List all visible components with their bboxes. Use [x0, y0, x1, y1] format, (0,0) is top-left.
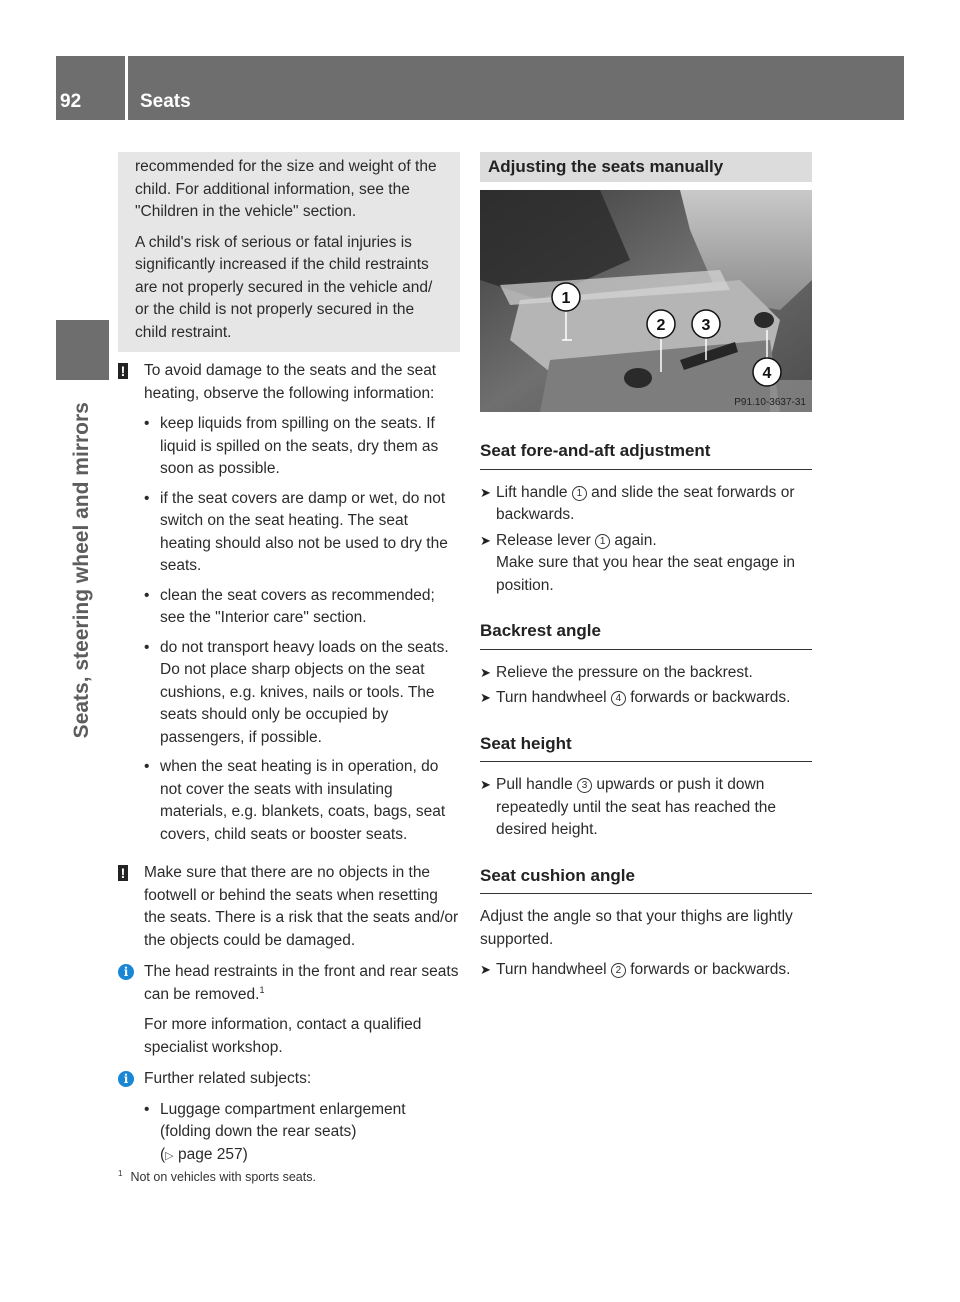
page-ref-arrow-icon: ▷ — [165, 1149, 174, 1162]
warning-icon: ! — [118, 865, 128, 881]
page-ref-link[interactable]: page 257 — [177, 1145, 243, 1163]
left-column — [118, 152, 460, 1183]
step: ➤ Relieve the pressure on the backrest. — [480, 662, 812, 685]
callout-3 — [692, 310, 720, 338]
cushion-intro: Adjust the angle so that your thighs are lightly supported. — [480, 908, 793, 948]
list-item: • if the seat covers are damp or wet, do not switch on the seat heating. The seat heating should also not be used to dry the seats. — [144, 489, 448, 574]
side-tab-marker — [56, 320, 109, 380]
svg-text:4: 4 — [762, 365, 772, 382]
info-note — [118, 961, 460, 1059]
step: ➤ Turn handwheel 2 forwards or backwards. — [480, 959, 812, 982]
warning-text: To avoid damage to the seats and the seat heating, observe the following information: — [144, 362, 437, 402]
info-text: Further related subjects: — [144, 1070, 312, 1087]
page-title: Seats — [140, 91, 191, 112]
section-title: Adjusting the seats manually — [480, 152, 812, 182]
step: ➤ Pull handle 3 upwards or push it down repeatedly until the seat has reached the desired height. — [480, 774, 812, 842]
related-list — [144, 1099, 406, 1168]
step-arrow-icon: ➤ — [480, 962, 491, 977]
side-tab — [56, 385, 109, 755]
svg-text:3: 3 — [701, 317, 711, 334]
callout-ref: 1 — [572, 486, 587, 501]
step: ➤ Lift handle 1 and slide the seat forwards or backwards. — [480, 482, 812, 527]
box-paragraph: A child's risk of serious or fatal injuries is significantly increased if the child restraints are not properly secured in the vehicle and/ or the child is not properly secured in the child restraint. — [135, 233, 433, 341]
heading-cushion-angle: Seat cushion angle — [480, 865, 812, 895]
warning-icon: ! — [118, 363, 128, 379]
footnote-ref: 1 — [259, 984, 265, 995]
info-text: The head restraints in the front and rear seats can be removed.$^1$ — [144, 963, 459, 1003]
list-item: • do not transport heavy loads on the seats. Do not place sharp objects on the seat cushions, e.g. knives, nails or tools. The seats should only be occupied by passengers, if possible. — [144, 638, 449, 746]
callout-ref: 3 — [577, 778, 592, 793]
warning-bullets — [144, 413, 460, 846]
list-item: • when the seat heating is in operation, do not cover the seats with insulating materials, e.g. blankets, coats, bags, seat covers, child seats or booster seats. — [144, 758, 446, 843]
heading-fore-aft: Seat fore-and-aft adjustment — [480, 440, 812, 470]
footnote: $^1$ Not on vehicles with sports seats. — [118, 1168, 316, 1184]
callout-1 — [552, 283, 580, 311]
callout-ref: 1 — [595, 534, 610, 549]
header-divider — [125, 56, 128, 120]
page-number: 92 — [60, 91, 82, 112]
svg-text:1: 1 — [561, 290, 571, 307]
list-item: • clean the seat covers as recommended; see the "Interior care" section. — [144, 586, 435, 626]
warning-text: Make sure that there are no objects in the footwell or behind the seats when resetting the seats. There is a risk that the seats and/or the objects could be damaged. — [144, 864, 459, 949]
info-icon: i — [118, 1071, 134, 1087]
step: ➤ Turn handwheel 4 forwards or backwards. — [480, 687, 812, 710]
step-arrow-icon: ➤ — [480, 664, 491, 680]
right-column — [480, 152, 812, 985]
heading-backrest: Backrest angle — [480, 620, 812, 650]
side-tab-label: Seats, steering wheel and mirrors — [70, 401, 94, 739]
warning-note — [118, 360, 460, 853]
child-safety-box — [118, 152, 460, 352]
heading-seat-height: Seat height — [480, 733, 812, 763]
step-note: Make sure that you hear the seat engage in position. — [496, 554, 796, 594]
list-item: • Luggage compartment enlargement (folding down the rear seats) (▷ page 257) — [144, 1100, 406, 1163]
callout-ref: 2 — [611, 963, 626, 978]
step-arrow-icon: ➤ — [480, 532, 491, 548]
callout-ref: 4 — [611, 691, 626, 706]
box-paragraph: recommended for the size and weight of the child. For additional information, see the "Children in the vehicle" section. — [135, 158, 437, 220]
callout-2 — [647, 310, 675, 338]
photo-code: P91.10-3637-31 — [734, 397, 806, 408]
list-item: • keep liquids from spilling on the seats. If liquid is spilled on the seats, dry them as soon as possible. — [144, 415, 439, 477]
step: ➤ Release lever 1 again. Make sure that you hear the seat engage in position. — [480, 530, 812, 598]
info-note — [118, 1068, 460, 1174]
info-extra: For more information, contact a qualified specialist workshop. — [144, 1016, 422, 1056]
info-icon: i — [118, 964, 134, 980]
callout-4 — [753, 358, 781, 386]
warning-note — [118, 862, 460, 952]
svg-text:2: 2 — [656, 317, 666, 334]
seat-photo — [480, 190, 812, 412]
step-arrow-icon: ➤ — [480, 484, 491, 500]
step-arrow-icon: ➤ — [480, 777, 491, 792]
step-arrow-icon: ➤ — [480, 690, 491, 705]
